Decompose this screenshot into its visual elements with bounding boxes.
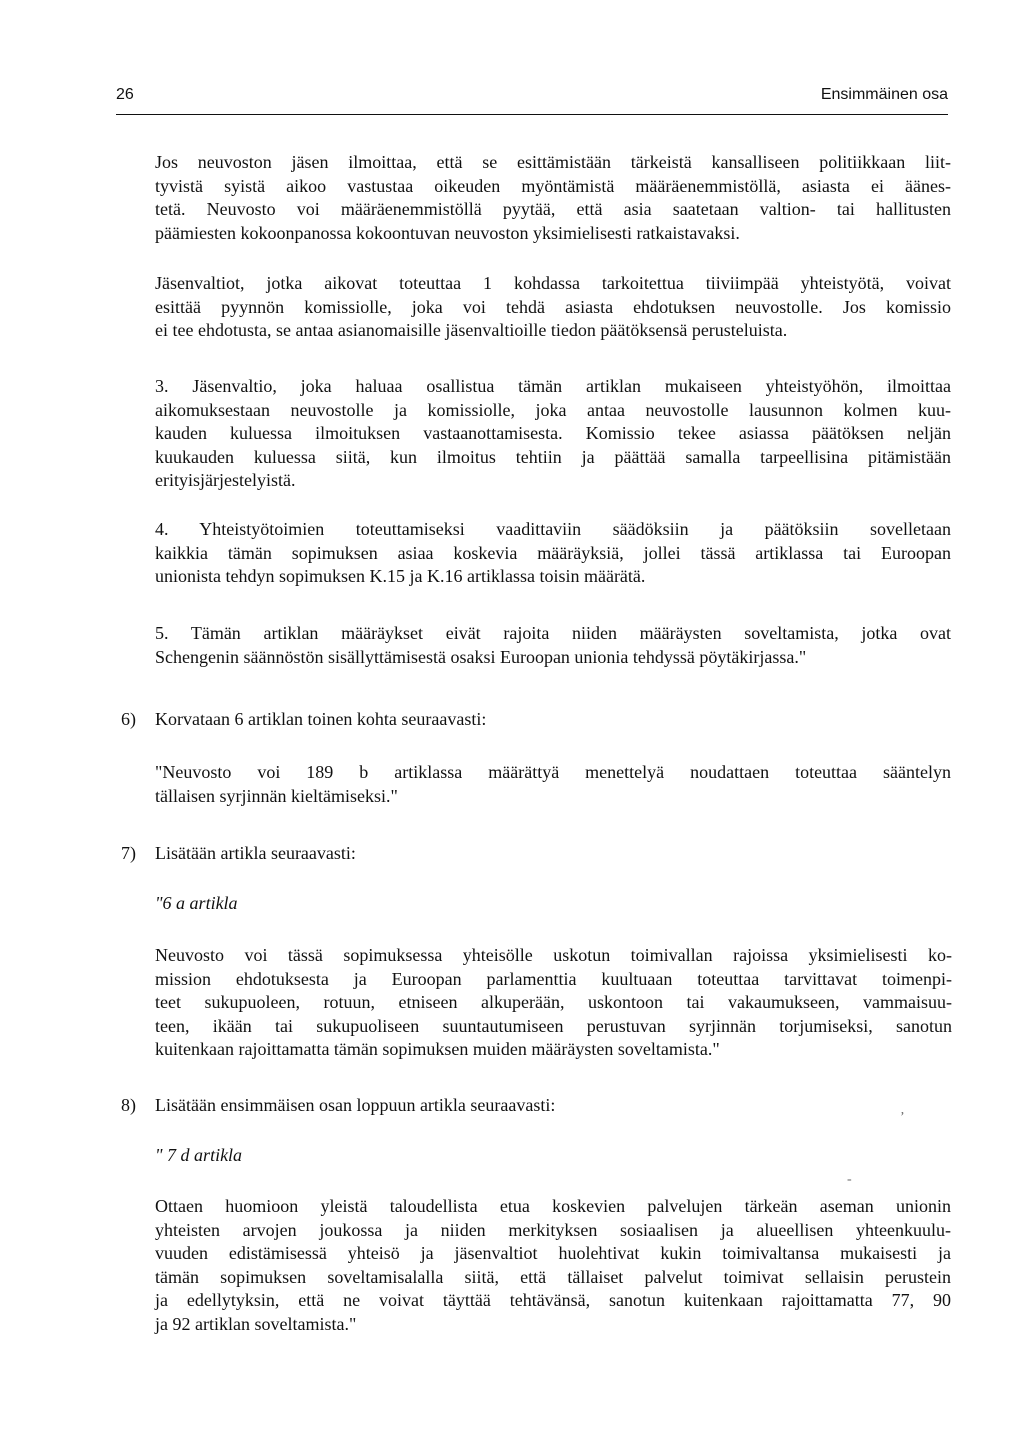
- text-line: vuuden edistämisessä yhteisö ja jäsenvaltiot huolehtivat kukin toimivaltansa mukaisesti ja: [155, 1243, 951, 1263]
- text-line: tyvistä syistä aikoo vastustaa oikeuden myöntämistä määräenemmistöllä, asiasta ei äänes-: [155, 175, 951, 196]
- text-line: päämiesten kokoonpanossa kokoontuvan neuvoston yksimielisesti ratkaistavaksi.: [155, 222, 740, 243]
- text-line: ja 92 artiklan soveltamista.": [155, 1313, 357, 1334]
- text-line: 5. Tämän artiklan määräykset eivät rajoita niiden määräysten soveltamista, jotka ovat: [155, 623, 951, 643]
- text-line: 3. Jäsenvaltio, joka haluaa osallistua tämän artiklan mukaiseen yhteistyöhön, ilmoittaa: [155, 376, 951, 396]
- paragraph-section-4: [155, 518, 951, 589]
- scan-mark: ʼ: [900, 1110, 905, 1125]
- text-line: teen, ikään tai sukupuoliseen suuntautumiseen perustuvan syrjinnän torjumiseksi, sanotun: [155, 1015, 952, 1036]
- text-line: Ottaen huomioon yleistä taloudellista etua koskevien palvelujen tärkeän aseman unionin: [155, 1196, 951, 1216]
- item-intro: Korvataan 6 artiklan toinen kohta seuraavasti:: [155, 709, 487, 729]
- text-line: aikomuksestaan neuvostolle ja komissiolle, joka antaa neuvostolle lausunnon kolmen kuu-: [155, 399, 951, 420]
- page-header: [116, 86, 948, 115]
- text-line: "Neuvosto voi 189 b artiklassa määrättyä menettelyä noudattaen toteuttaa sääntelyn: [155, 762, 951, 782]
- paragraph-section-5: [155, 622, 951, 669]
- text-line: kuitenkaan rajoittamatta tämän sopimuksen muiden määräysten soveltamista.": [155, 1039, 720, 1059]
- article-heading: " 7 d artikla: [155, 1145, 243, 1165]
- text-line: unionista tehdyn sopimuksen K.15 ja K.16 artiklassa toisin määrätä.: [155, 566, 646, 586]
- page-number: 26: [116, 86, 134, 103]
- text-line: ei tee ehdotusta, se antaa asianomaisille jäsenvaltioille tiedon päätöksensä perusteluista.: [155, 320, 788, 340]
- text-line: kaikkia tämän sopimuksen asiaa koskevia määräyksiä, jollei tässä artiklassa tai Euroopan: [155, 542, 951, 563]
- text-line: Neuvosto voi tässä sopimuksessa yhteisölle uskotun toimivallan rajoissa yksimielisesti ko-: [155, 945, 952, 965]
- item-intro: Lisätään ensimmäisen osan loppuun artikla seuraavasti:: [155, 1095, 556, 1115]
- text-line: 4. Yhteistyötoimien toteuttamiseksi vaadittaviin säädöksiin ja päätöksiin sovelletaan: [155, 519, 951, 539]
- text-line: tällaisen syrjinnän kieltämiseksi.": [155, 785, 398, 806]
- text-line: tämän sopimuksen soveltamisalalla siitä, että tällaiset palvelut toimivat sellaisin perustein: [155, 1266, 951, 1287]
- item-8-body: [155, 1195, 951, 1336]
- paragraph-section-3: [155, 375, 951, 493]
- paragraph-intro: [155, 151, 951, 245]
- item-intro: Lisätään artikla seuraavasti:: [155, 843, 356, 863]
- item-7-body: [155, 944, 952, 1062]
- item-number: 7): [121, 843, 136, 863]
- text-line: yhteisten arvojen joukossa ja niiden merkityksen sosiaalisen ja alueellisen yhteenkuulu-: [155, 1219, 951, 1240]
- scan-mark: ‐: [847, 1172, 852, 1187]
- text-line: Jos neuvoston jäsen ilmoittaa, että se esittämistään tärkeistä kansalliseen politiikkaan liit-: [155, 152, 951, 172]
- text-line: mission ehdotuksesta ja Euroopan parlamenttia kuultuaan toteuttaa tarvittavat toimenpi-: [155, 968, 952, 989]
- text-line: ja edellytyksin, että ne voivat täyttää tehtävänsä, sanotun kuitenkaan rajoittamatta 77, 90: [155, 1290, 951, 1310]
- item-number: 6): [121, 709, 136, 729]
- text-line: erityisjärjestelyistä.: [155, 470, 296, 490]
- item-number: 8): [121, 1095, 136, 1115]
- text-line: kuukauden kuluessa siitä, kun ilmoitus tehtiin ja päättää samalla tarpeellisina pitämistään: [155, 446, 951, 467]
- text-line: Jäsenvaltiot, jotka aikovat toteuttaa 1 kohdassa tarkoitettua tiiviimpää yhteistyötä, voivat: [155, 273, 951, 293]
- text-line: tetä. Neuvosto voi määräenemmistöllä pyytää, että asia saatetaan valtion- tai hallitusten: [155, 199, 951, 219]
- article-heading: "6 a artikla: [155, 893, 238, 913]
- running-head: Ensimmäinen osa: [820, 86, 948, 103]
- text-line: esittää pyynnön komissiolle, joka voi tehdä asiasta ehdotuksen neuvostolle. Jos komissio: [155, 296, 951, 317]
- paragraph-member-states: [155, 272, 951, 343]
- text-line: kauden kuluessa ilmoituksen vastaanottamisesta. Komissio tekee asiassa päätöksen neljän: [155, 423, 951, 443]
- text-line: Schengenin säännöstön sisällyttämisestä osaksi Euroopan unionia tehdyssä pöytäkirjassa.": [155, 646, 807, 667]
- text-line: teet sukupuoleen, rotuun, etniseen alkuperään, uskontoon tai vakaumukseen, vammaisuu-: [155, 992, 952, 1012]
- item-6-quote: [155, 761, 951, 808]
